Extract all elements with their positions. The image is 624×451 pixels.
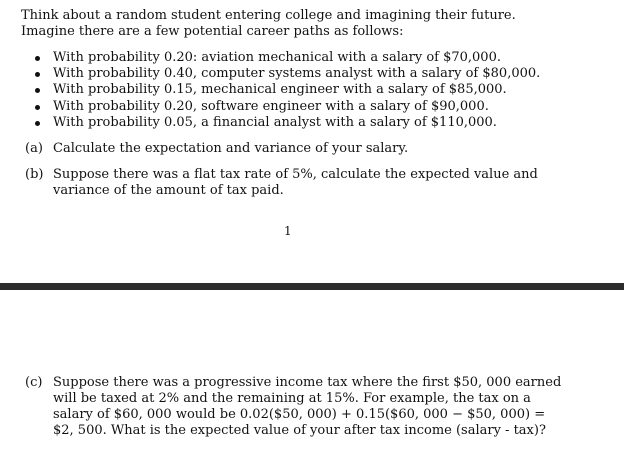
page-divider [0, 283, 624, 290]
question-part-a [25, 141, 565, 157]
bullet-icon [35, 88, 40, 93]
list-item [33, 66, 540, 82]
list-item [33, 82, 540, 98]
part-b-label: (b) [25, 167, 44, 182]
part-b-text: Suppose there was a flat tax rate of 5%, calculate the expected value and variance of the amount of tax paid. [53, 167, 538, 198]
bullet-icon [35, 105, 40, 110]
question-part-b [25, 167, 565, 199]
question-part-c [25, 375, 565, 439]
bullet-icon [35, 121, 40, 126]
bullet-icon [35, 72, 40, 77]
part-c-text: Suppose there was a progressive income tax where the first $50, 000 earned will be taxed at 2% and the remaining at 15%. For example, the tax on a salary of $60, 000 would be 0.02($50, 000) + 0.15($60, 000 − $50, 000) = $2, 500. What is the expected value of your after tax income (salary - tax)? [53, 375, 562, 438]
intro-paragraph: Think about a random student entering college and imagining their future. Imagine there are a few potential career paths as follows: [21, 8, 516, 39]
list-item-text: With probability 0.40, computer systems analyst with a salary of $80,000. [53, 66, 541, 82]
list-item-text: With probability 0.05, a financial analyst with a salary of $110,000. [53, 114, 497, 130]
list-item [33, 50, 540, 66]
list-item-text: With probability 0.15, mechanical engineer with a salary of $85,000. [53, 82, 507, 98]
part-a-text: Calculate the expectation and variance of your salary. [53, 141, 409, 156]
bullet-icon [35, 56, 40, 61]
list-item [33, 99, 540, 115]
part-c-label: (c) [25, 375, 43, 390]
part-a-label: (a) [25, 141, 43, 156]
page-number: 1 [284, 224, 292, 238]
list-item [33, 115, 540, 131]
list-item-text: With probability 0.20: aviation mechanical with a salary of $70,000. [53, 50, 501, 65]
list-item-text: With probability 0.20, software engineer with a salary of $90,000. [53, 98, 489, 114]
career-paths-list [33, 50, 540, 131]
